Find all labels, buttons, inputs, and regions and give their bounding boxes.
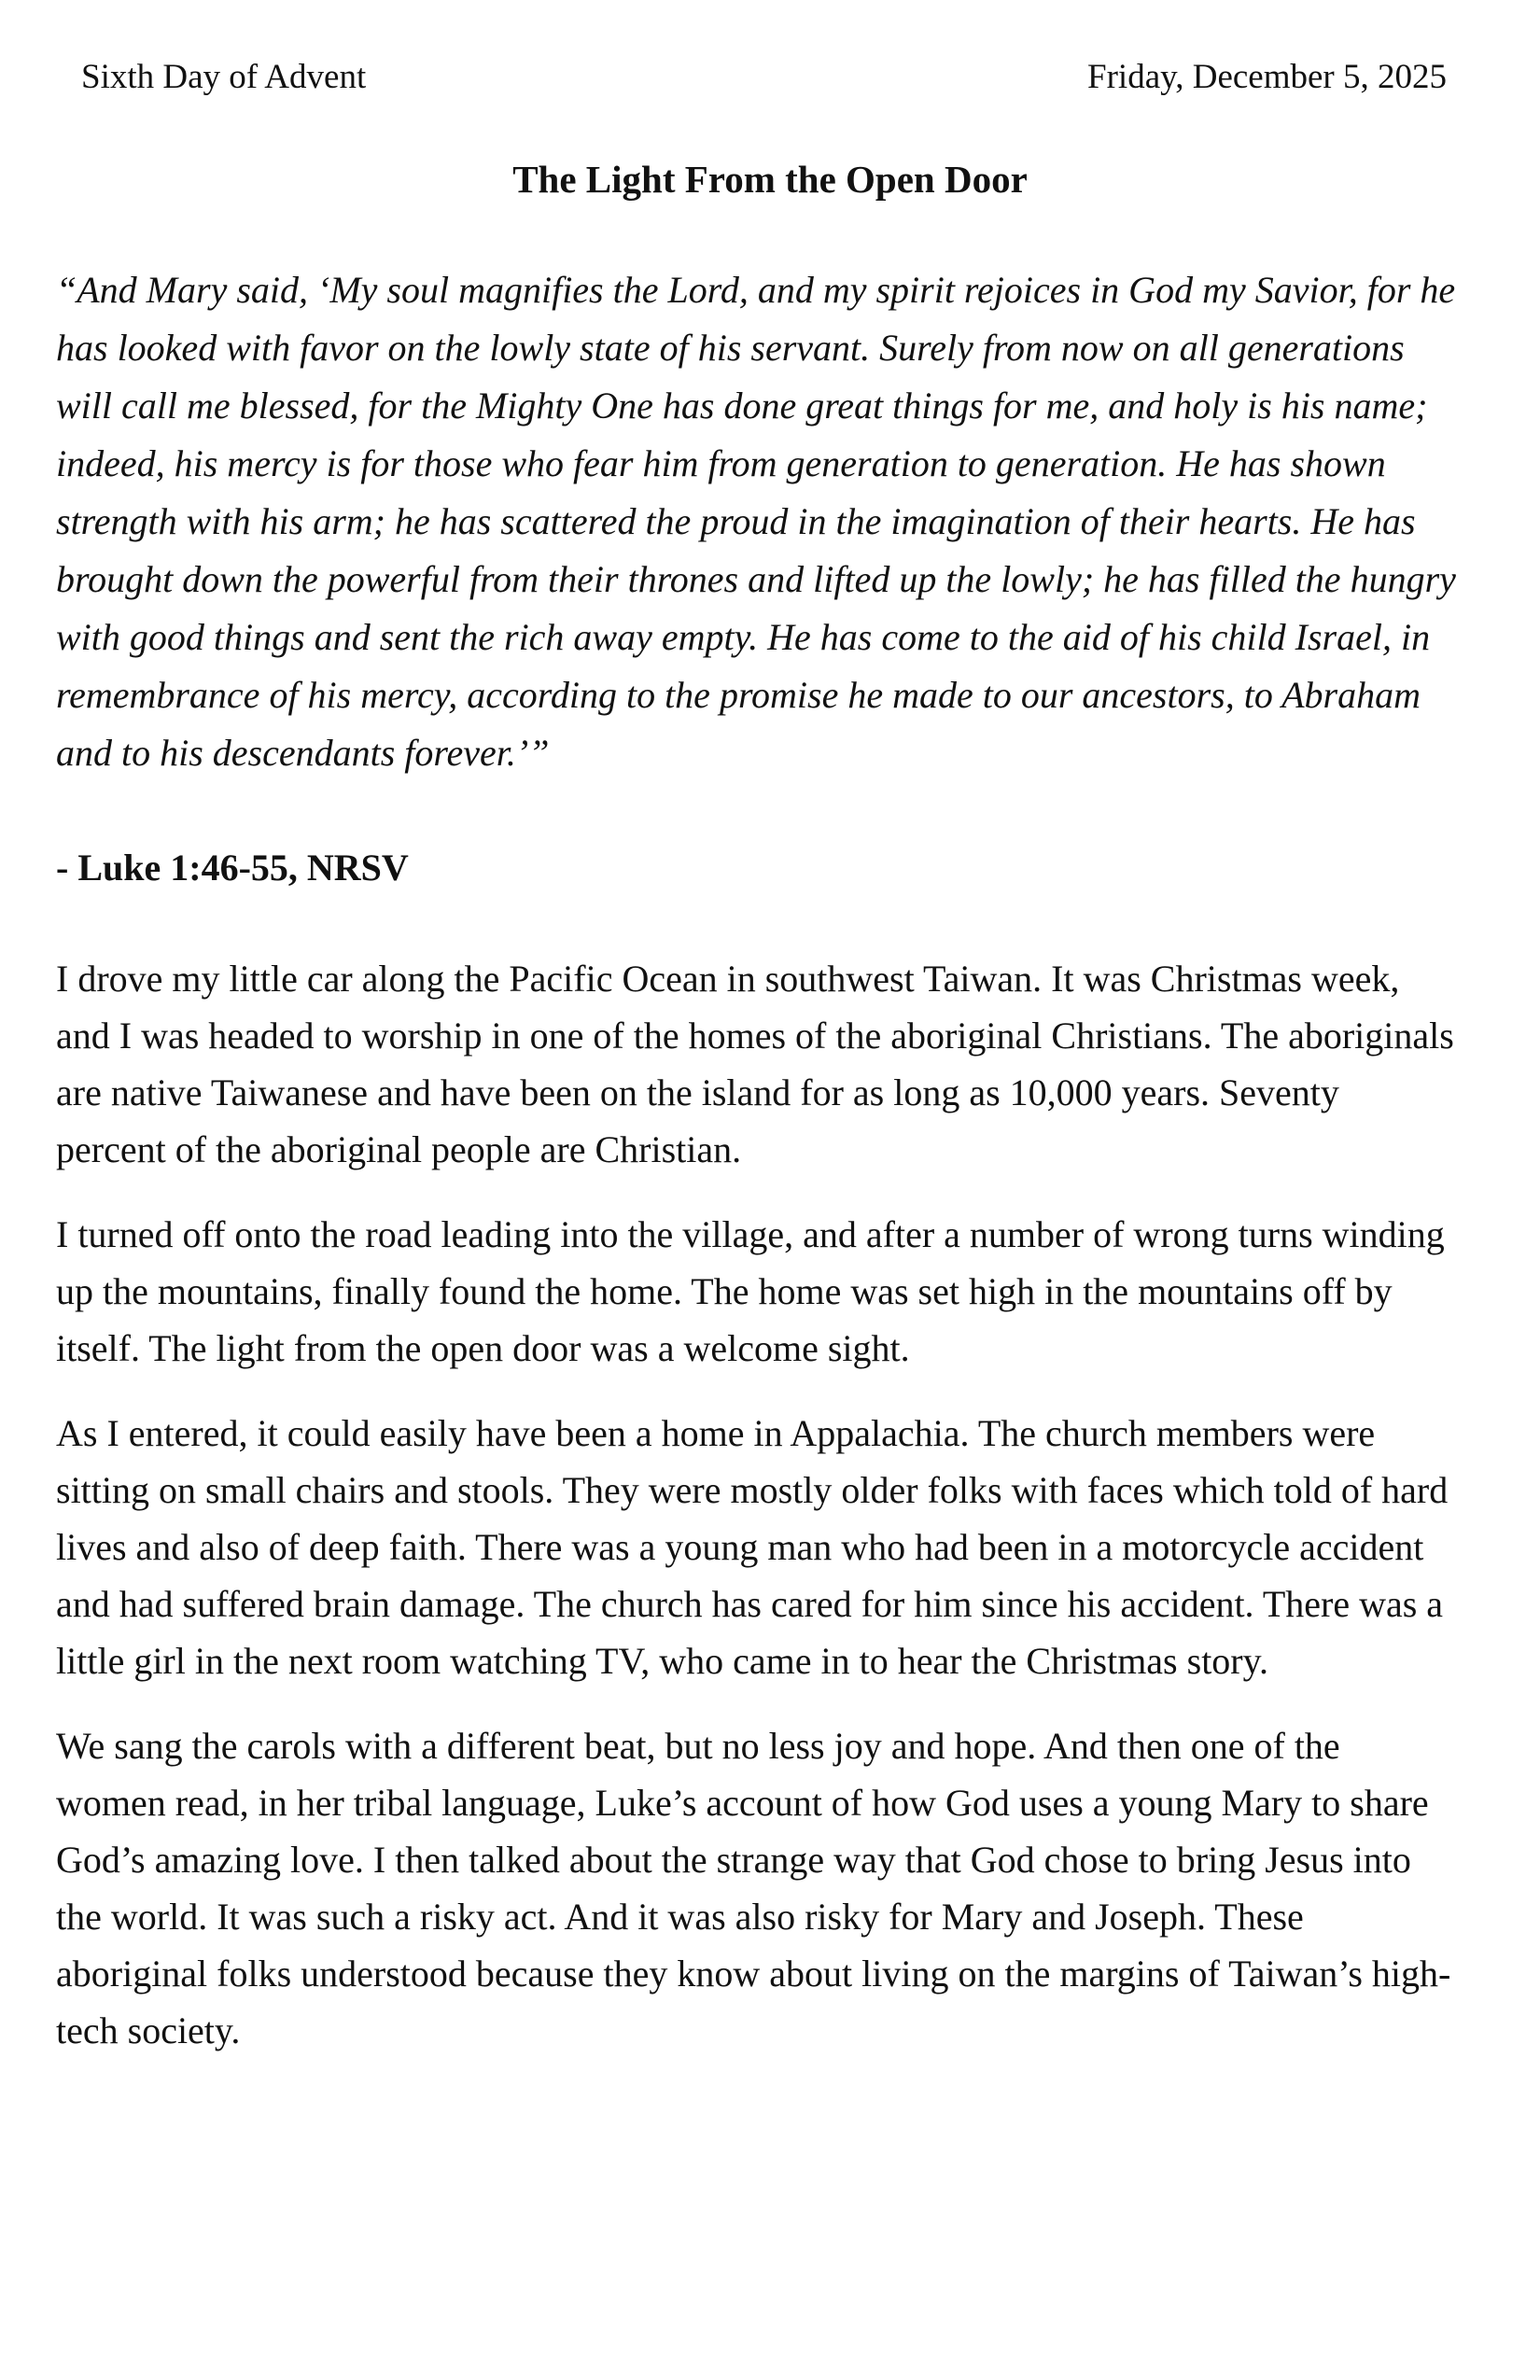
scripture-passage: “And Mary said, ‘My soul magnifies the Lord, and my spirit rejoices in God my Savior, for he has looked with favor on the lowly state of his servant. Surely from now on all generations will call me blessed, for the Mighty One has done great things for me, and holy is his name; indeed, his mercy is for those who fear him from generation to generation. He has shown strength with his arm; he has scattered the proud in the imagination of their hearts. He has brought down the powerful from their thrones and lifted up the lowly; he has filled the hungry with good things and sent the rich away empty. He has come to the aid of his child Israel, in remembrance of his mercy, according to the promise he made to our ancestors, to Abraham and to his descendants forever.’” (56, 269, 1456, 774)
paragraph-3: As I entered, it could easily have been a home in Appalachia. The church members were sitting on small chairs and stools. They were mostly older folks with faces which told of hard lives and also of deep faith. There was a young man who had been in a motorcycle accident and had suffered brain damage. The church has cared for him since his accident. There was a little girl in the next room watching TV, who came in to hear the Christmas story. (56, 1412, 1449, 1682)
scripture-citation: - Luke 1:46-55, NRSV (56, 847, 409, 889)
reflection-body (56, 950, 1456, 2087)
paragraph-4: We sang the carols with a different beat, but no less joy and hope. And then one of the women read, in her tribal language, Luke’s account of how God uses a young Mary to share God’s amazing love. I then talked about the strange way that God chose to bring Jesus into the world. It was such a risky act. And it was also risky for Mary and Joseph. These aboriginal folks understood because they know about living on the margins of Taiwan’s high-tech society. (56, 1725, 1451, 2051)
paragraph-1: I drove my little car along the Pacific Ocean in southwest Taiwan. It was Christmas week, and I was headed to worship in one of the homes of the aboriginal Christians. The aboriginals are native Taiwanese and have been on the island for as long as 10,000 years. Seventy percent of the aboriginal people are Christian. (56, 958, 1454, 1170)
advent-day-label: Sixth Day of Advent (81, 58, 367, 96)
paragraph-2: I turned off onto the road leading into the village, and after a number of wrong turns winding up the mountains, finally found the home. The home was set high in the mountains off by itself. The light from the open door was a welcome sight. (56, 1213, 1445, 1369)
date-label: Friday, December 5, 2025 (1087, 58, 1447, 96)
devotional-title: The Light From the Open Door (512, 158, 1028, 201)
